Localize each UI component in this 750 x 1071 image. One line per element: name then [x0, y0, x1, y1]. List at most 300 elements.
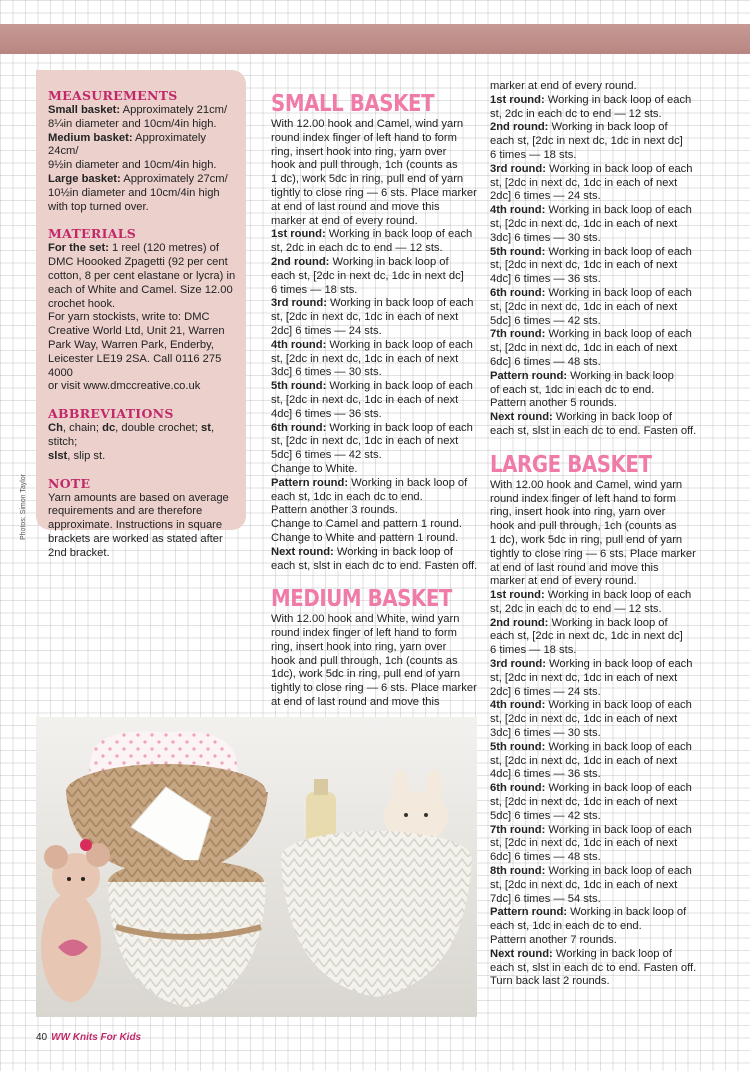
- line-text: 10½in diameter and 10cm/4in high: [48, 186, 220, 199]
- top-banner-bar: [0, 24, 750, 54]
- line-text: Park Way, Warren Park, Enderby,: [48, 338, 214, 351]
- line-text: Working in back loop of: [548, 121, 668, 134]
- line-label: 5th round:: [490, 245, 546, 258]
- measurements-text: [48, 104, 236, 214]
- line-text: 5dc] 6 times — 42 sts.: [490, 809, 601, 822]
- text-line: [271, 449, 481, 463]
- line-label: 2nd round:: [271, 255, 330, 268]
- line-label: 5th round:: [271, 380, 327, 393]
- line-text: 4dc] 6 times — 36 sts.: [490, 768, 601, 781]
- line-text: Working in back loop of each: [326, 421, 473, 434]
- line-text: Working in back loop: [567, 369, 674, 382]
- line-text: st, [2dc in next dc, 1dc in each of next: [490, 754, 678, 767]
- line-text: 2nd bracket.: [48, 546, 110, 559]
- line-text: Working in back loop of: [329, 255, 449, 268]
- section-heading: LARGE BASKET: [490, 451, 652, 478]
- line-text: hook and pull through, 1ch (counts as: [271, 159, 458, 172]
- line-text: each st, [2dc in next dc, 1dc in next dc]: [271, 269, 464, 282]
- text-line: [48, 104, 236, 118]
- text-line: [490, 603, 705, 617]
- line-text: Working in back loop of each: [326, 380, 473, 393]
- text-line: [490, 796, 705, 810]
- materials-block: [48, 226, 236, 394]
- section-gap: [490, 439, 705, 451]
- line-text: Working in back loop of each: [545, 286, 692, 299]
- text-line: [490, 879, 705, 893]
- line-text: st, [2dc in next dc, 1dc in each of next: [490, 259, 678, 272]
- line-text: 7dc] 6 times — 54 sts.: [490, 892, 601, 905]
- line-text: Approximately 21cm/: [120, 104, 228, 116]
- line-label: 3rd round:: [490, 658, 546, 671]
- line-label: 1st round:: [490, 589, 545, 602]
- line-text: at end of last round and move this: [271, 696, 440, 709]
- text-line: [48, 339, 236, 353]
- publication-name: WW Knits For Kids: [51, 1032, 142, 1043]
- text-line: [490, 713, 705, 727]
- text-line: [48, 256, 236, 270]
- text-line: [490, 948, 705, 962]
- line-text: Change to White.: [271, 462, 358, 475]
- text-line: [271, 173, 481, 187]
- line-text: st, [2dc in next dc, 1dc in each of next: [490, 671, 678, 684]
- text-line: [490, 163, 705, 177]
- line-label: 7th round:: [490, 823, 546, 836]
- line-text: Working in back loop of each: [545, 162, 693, 175]
- line-text: st, [2dc in next dc, 1dc in each of next: [490, 342, 678, 355]
- text-line: [490, 562, 705, 576]
- text-line: [490, 548, 705, 562]
- text-line: [48, 242, 236, 256]
- bold-term: slst: [48, 449, 68, 462]
- line-text: 6 times — 18 sts.: [490, 644, 577, 657]
- line-text: Working in back loop of: [567, 906, 687, 919]
- text-line: [490, 411, 705, 425]
- text-line: [48, 422, 236, 450]
- text-line: [271, 463, 481, 477]
- line-label: 1st round:: [271, 228, 326, 241]
- crochet-baskets-photo: [36, 717, 477, 1017]
- line-text: tightly to close ring — 6 sts. Place marker: [271, 682, 477, 695]
- line-text: 2dc] 6 times — 24 sts.: [490, 685, 601, 698]
- text-line: [490, 94, 705, 108]
- text-line: [48, 298, 236, 312]
- line-text: each st, slst in each dc to end. Fasten off.: [490, 424, 697, 437]
- line-text: st, 2dc in each dc to end — 12 sts.: [490, 107, 662, 120]
- text-line: [271, 655, 481, 669]
- line-label: 1st round:: [490, 93, 545, 106]
- line-text: Pattern another 5 rounds.: [490, 397, 617, 410]
- text-line: [48, 187, 236, 201]
- line-text: 1 reel (120 metres) of: [108, 242, 219, 255]
- line-text: 6dc] 6 times — 48 sts.: [490, 355, 601, 368]
- line-text: Working in back loop of each: [545, 740, 692, 753]
- line-text: round index finger of left hand to form: [490, 492, 676, 505]
- text-line: [48, 519, 236, 533]
- line-text: Working in back loop of each: [545, 204, 692, 217]
- line-text: each st, 1dc in each dc to end.: [271, 490, 423, 503]
- text-line: [490, 589, 705, 603]
- line-text: 1 dc), work 5dc in ring, pull end of yarn: [271, 173, 464, 186]
- line-text: 3dc] 6 times — 30 sts.: [490, 231, 601, 244]
- line-text: each st, [2dc in next dc, 1dc in next dc]: [490, 630, 683, 643]
- text-line: [490, 121, 705, 135]
- text-line: [271, 422, 481, 436]
- text-line: [271, 546, 481, 560]
- page-number: 40: [36, 1032, 48, 1043]
- text-line: [48, 159, 236, 173]
- line-text: DMC Hoooked Zpagetti (92 per cent: [48, 256, 228, 269]
- text-line: [490, 384, 705, 398]
- line-label: 5th round:: [490, 740, 546, 753]
- line-text: With 12.00 hook and White, wind yarn: [271, 613, 460, 626]
- text-line: [490, 893, 705, 907]
- line-text: Working in back loop of each: [545, 699, 692, 712]
- line-text: tightly to close ring — 6 sts. Place marker: [271, 186, 477, 199]
- text-line: [271, 696, 481, 710]
- text-line: [490, 149, 705, 163]
- text-line: [490, 493, 705, 507]
- text-line: [271, 284, 481, 298]
- text-line: [490, 644, 705, 658]
- text-line: [271, 518, 481, 532]
- line-text: 4dc] 6 times — 36 sts.: [490, 273, 601, 286]
- text-line: [48, 450, 236, 464]
- line-label: 4th round:: [490, 699, 546, 712]
- line-text: requirements and are therefore: [48, 505, 203, 518]
- text-line: [48, 380, 236, 394]
- line-text: 6 times — 18 sts.: [271, 283, 358, 296]
- section-heading: SMALL BASKET: [271, 91, 435, 117]
- text-line: [490, 658, 705, 672]
- line-text: 3dc] 6 times — 30 sts.: [271, 366, 382, 379]
- line-text: with top turned over.: [48, 200, 149, 213]
- text-line: [271, 159, 481, 173]
- text-line: [490, 190, 705, 204]
- line-text: Approximately 27cm/: [120, 172, 228, 185]
- line-text: at end of last round and move this: [490, 561, 659, 574]
- text-line: [271, 627, 481, 641]
- text-line: [48, 284, 236, 298]
- line-text: hook and pull through, 1ch (counts as: [271, 654, 458, 667]
- text-line: [490, 975, 705, 989]
- text-line: [490, 259, 705, 273]
- text-line: [271, 270, 481, 284]
- text-line: [490, 80, 705, 94]
- text-line: [490, 534, 705, 548]
- line-text: Pattern another 3 rounds.: [271, 504, 398, 517]
- line-text: marker at end of every round.: [490, 575, 637, 588]
- line-label: 8th round:: [490, 865, 546, 878]
- text-line: [490, 287, 705, 301]
- text-line: [271, 297, 481, 311]
- text-line: [48, 353, 236, 381]
- text-line: [490, 686, 705, 700]
- line-text: 1dc), work 5dc in ring, pull end of yarn: [271, 668, 461, 681]
- note-heading: NOTE: [48, 475, 91, 491]
- line-text: st, [2dc in next dc, 1dc in each of next: [490, 176, 678, 189]
- line-text: or visit www.dmccreative.co.uk: [48, 380, 201, 393]
- text-fragment: , chain;: [62, 422, 103, 435]
- line-text: ring, insert hook into ring, yarn over: [271, 640, 447, 653]
- text-line: [490, 232, 705, 246]
- line-text: st, 2dc in each dc to end — 12 sts.: [271, 242, 443, 255]
- line-text: Working in back loop of each: [326, 297, 474, 310]
- text-line: [271, 560, 481, 574]
- line-text: Change to White and pattern 1 round.: [271, 531, 459, 544]
- line-text: approximate. Instructions in square: [48, 519, 223, 532]
- text-line: [490, 934, 705, 948]
- line-text: 2dc] 6 times — 24 sts.: [271, 324, 382, 337]
- text-line: [48, 173, 236, 187]
- text-line: [271, 353, 481, 367]
- text-line: [271, 394, 481, 408]
- note-text: [48, 492, 236, 561]
- line-text: tightly to close ring — 6 sts. Place marker: [490, 547, 696, 560]
- text-line: [490, 920, 705, 934]
- text-line: [271, 187, 481, 201]
- line-label: 3rd round:: [271, 297, 327, 310]
- text-line: [48, 547, 236, 561]
- text-line: [490, 962, 705, 976]
- bold-term: dc: [102, 422, 116, 435]
- line-text: st, [2dc in next dc, 1dc in each of next: [271, 393, 459, 406]
- text-fragment: , slip st.: [67, 449, 106, 462]
- bold-term: st: [201, 422, 211, 435]
- line-text: at end of last round and move this: [271, 200, 440, 213]
- text-line: [271, 408, 481, 422]
- line-text: Working in back loop of: [348, 476, 468, 489]
- text-line: [271, 668, 481, 682]
- line-text: Yarn amounts are based on average: [48, 491, 229, 504]
- line-text: Approximately 24cm/: [48, 131, 206, 158]
- line-label: For the set:: [48, 242, 109, 255]
- text-line: [490, 315, 705, 329]
- text-line: [490, 328, 705, 342]
- line-text: Pattern another 7 rounds.: [490, 934, 617, 947]
- line-text: With 12.00 hook and Camel, wind yarn: [490, 478, 683, 491]
- text-line: [48, 270, 236, 284]
- line-text: Working in back loop of each: [326, 338, 473, 351]
- line-label: Pattern round:: [490, 369, 568, 382]
- pattern-column-3: [490, 80, 705, 989]
- line-text: Working in back loop of each: [544, 589, 692, 602]
- line-text: st, [2dc in next dc, 1dc in each of next: [271, 435, 459, 448]
- line-text: Working in back loop of each: [545, 782, 692, 795]
- text-line: [271, 256, 481, 270]
- line-text: For yarn stockists, write to: DMC: [48, 311, 210, 324]
- info-sidebar: [36, 70, 246, 559]
- text-line: [271, 641, 481, 655]
- text-line: [490, 397, 705, 411]
- text-line: [271, 201, 481, 215]
- abbreviations-heading: ABBREVIATIONS: [48, 406, 174, 422]
- line-label: 4th round:: [490, 204, 546, 217]
- line-text: st, [2dc in next dc, 1dc in each of next: [490, 837, 678, 850]
- line-text: 9½in diameter and 10cm/4in high.: [48, 159, 217, 172]
- text-line: [48, 533, 236, 547]
- text-line: [490, 218, 705, 232]
- line-text: 6 times — 18 sts.: [490, 148, 577, 161]
- text-line: [48, 132, 236, 160]
- line-text: Working in back loop of: [333, 545, 453, 558]
- materials-heading: MATERIALS: [48, 226, 137, 242]
- line-label: 7th round:: [490, 328, 546, 341]
- line-text: each st, slst in each dc to end. Fasten off.: [490, 961, 697, 974]
- text-line: [271, 366, 481, 380]
- line-label: 2nd round:: [490, 616, 549, 629]
- text-line: [271, 532, 481, 546]
- text-line: [490, 768, 705, 782]
- text-line: [490, 301, 705, 315]
- line-text: st, [2dc in next dc, 1dc in each of next: [490, 713, 678, 726]
- line-text: Working in back loop of each: [545, 823, 692, 836]
- line-text: Working in back loop of each: [545, 865, 692, 878]
- text-line: [271, 380, 481, 394]
- line-text: cotton, 8 per cent elastane or lycra) in: [48, 269, 236, 282]
- line-text: Working in back loop of: [548, 616, 668, 629]
- line-text: st, 2dc in each dc to end — 12 sts.: [490, 602, 662, 615]
- text-line: [271, 682, 481, 696]
- text-line: [490, 273, 705, 287]
- line-text: Working in back loop of: [552, 411, 672, 424]
- text-line: [490, 246, 705, 260]
- text-fragment: , stitch;: [48, 422, 215, 448]
- line-label: Small basket:: [48, 104, 121, 116]
- text-line: [490, 824, 705, 838]
- line-text: of each st, 1dc in each dc to end.: [490, 383, 655, 396]
- line-text: marker at end of every round.: [271, 214, 418, 227]
- measurements-heading: MEASUREMENTS: [48, 88, 178, 103]
- text-line: [271, 491, 481, 505]
- pattern-column-2: [271, 90, 481, 710]
- line-text: Working in back loop of each: [545, 658, 693, 671]
- line-text: With 12.00 hook and Camel, wind yarn: [271, 118, 464, 130]
- text-line: [490, 851, 705, 865]
- line-label: 6th round:: [490, 286, 546, 299]
- text-line: [490, 741, 705, 755]
- text-line: [271, 477, 481, 491]
- text-line: [271, 132, 481, 146]
- text-line: [271, 215, 481, 229]
- text-line: [490, 755, 705, 769]
- line-label: 4th round:: [271, 338, 327, 351]
- line-text: st, [2dc in next dc, 1dc in each of next: [490, 217, 678, 230]
- text-line: [48, 492, 236, 506]
- text-line: [271, 504, 481, 518]
- text-line: [271, 325, 481, 339]
- note-block: [48, 476, 236, 561]
- text-line: [490, 520, 705, 534]
- line-label: 6th round:: [490, 782, 546, 795]
- line-label: Pattern round:: [490, 906, 568, 919]
- text-line: [490, 135, 705, 149]
- line-text: 4dc] 6 times — 36 sts.: [271, 407, 382, 420]
- text-line: [490, 810, 705, 824]
- line-label: Next round:: [490, 411, 553, 424]
- line-label: 2nd round:: [490, 121, 549, 134]
- text-line: [271, 242, 481, 256]
- text-line: [490, 356, 705, 370]
- text-line: [490, 699, 705, 713]
- text-line: [490, 177, 705, 191]
- text-line: [490, 479, 705, 493]
- line-text: Change to Camel and pattern 1 round.: [271, 518, 462, 531]
- line-label: 6th round:: [271, 421, 327, 434]
- materials-text: [48, 242, 236, 394]
- text-line: [271, 118, 481, 132]
- text-line: [48, 325, 236, 339]
- line-label: Medium basket:: [48, 131, 133, 144]
- text-line: [271, 146, 481, 160]
- text-line: [48, 505, 236, 519]
- line-text: marker at end of every round.: [490, 80, 637, 92]
- photo-credit: Photos: Simon Taylor: [20, 473, 27, 540]
- text-line: [490, 782, 705, 796]
- line-label: Next round:: [490, 947, 553, 960]
- text-line: [48, 201, 236, 215]
- line-text: 6dc] 6 times — 48 sts.: [490, 851, 601, 864]
- line-text: st, [2dc in next dc, 1dc in each of next: [490, 796, 678, 809]
- section-gap: [271, 573, 481, 585]
- line-text: 2dc] 6 times — 24 sts.: [490, 190, 601, 203]
- text-line: [271, 613, 481, 627]
- line-text: brackets are worked as stated after: [48, 532, 223, 545]
- text-line: [490, 906, 705, 920]
- line-text: round index finger of left hand to form: [271, 131, 457, 144]
- line-text: Working in back loop of each: [545, 245, 692, 258]
- text-line: [490, 506, 705, 520]
- line-text: Working in back loop of each: [544, 93, 692, 106]
- line-text: each of White and Camel. Size 12.00: [48, 283, 233, 296]
- line-text: st, [2dc in next dc, 1dc in each of next: [271, 352, 459, 365]
- line-text: 5dc] 6 times — 42 sts.: [271, 449, 382, 462]
- measurements-block: [48, 88, 236, 214]
- line-text: each st, 1dc in each dc to end.: [490, 920, 642, 933]
- text-line: [490, 342, 705, 356]
- line-text: ring, insert hook into ring, yarn over: [271, 145, 447, 158]
- text-line: [271, 228, 481, 242]
- line-text: 8¼in diameter and 10cm/4in high.: [48, 117, 217, 130]
- line-label: Large basket:: [48, 172, 121, 185]
- line-text: 3dc] 6 times — 30 sts.: [490, 727, 601, 740]
- section-heading: MEDIUM BASKET: [271, 586, 452, 613]
- text-line: [490, 672, 705, 686]
- line-text: Turn back last 2 rounds.: [490, 975, 610, 988]
- text-line: [490, 837, 705, 851]
- bold-term: Ch: [48, 422, 63, 435]
- text-line: [271, 311, 481, 325]
- text-line: [271, 435, 481, 449]
- abbreviations-block: [48, 406, 236, 463]
- text-line: [490, 630, 705, 644]
- text-line: [490, 617, 705, 631]
- line-text: round index finger of left hand to form: [271, 627, 457, 640]
- line-label: Pattern round:: [271, 476, 349, 489]
- line-text: crochet hook.: [48, 297, 116, 310]
- line-text: ring, insert hook into ring, yarn over: [490, 506, 666, 519]
- line-text: each st, [2dc in next dc, 1dc in next dc]: [490, 135, 683, 148]
- line-label: 3rd round:: [490, 162, 546, 175]
- text-fragment: , double crochet;: [115, 422, 201, 435]
- text-line: [48, 118, 236, 132]
- text-line: [490, 575, 705, 589]
- line-text: 5dc] 6 times — 42 sts.: [490, 314, 601, 327]
- text-line: [490, 865, 705, 879]
- page-footer: [36, 1032, 141, 1043]
- line-text: Working in back loop of each: [545, 328, 692, 341]
- line-label: Next round:: [271, 545, 334, 558]
- text-line: [490, 370, 705, 384]
